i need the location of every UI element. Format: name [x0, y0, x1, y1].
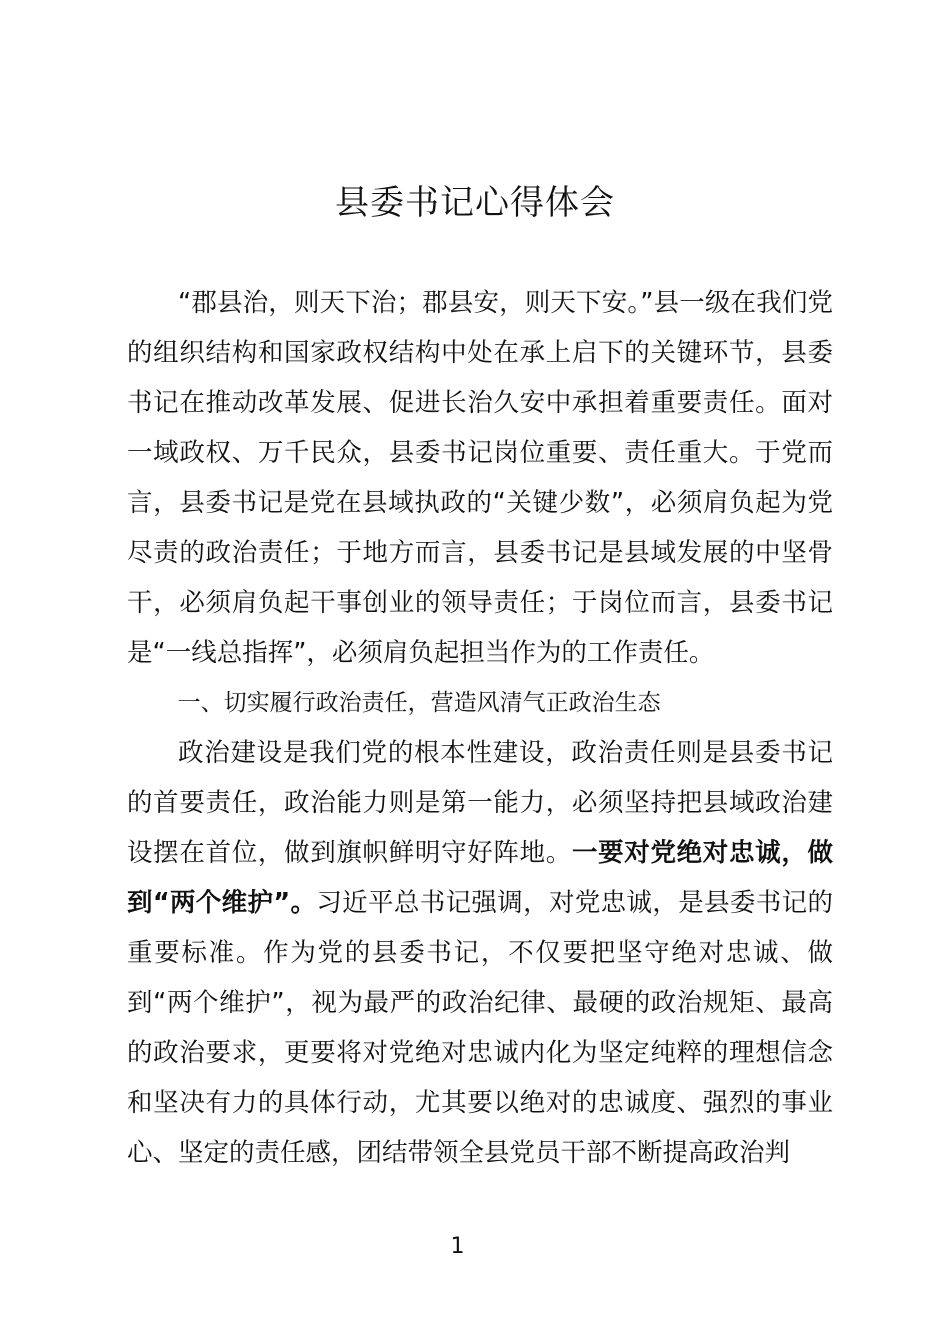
document-title: 县委书记心得体会 [335, 183, 615, 223]
page-number: 1 [450, 1234, 465, 1259]
intro-paragraph: “郡县治，则天下治；郡县安，则天下安。”县一级在我们党的组织结构和国家政权结构中处在承上启下的关键环节，县委书记在推动改革发展、促进长治久安中承担着重要责任。面对一域政权、万千民众，县委书记岗位重要、责任重大。于党而言，县委书记是党在县域执政的“关键少数”，必须肩负起为党尽责的政治责任；于地方而言，县委书记是县域发展的中坚骨干，必须肩负起干事创业的领导责任；于岗位而言，县委书记是“一线总指挥”，必须肩负起担当作为的工作责任。 [127, 288, 833, 668]
section-paragraph-intro: 政治建设是我们党的根本性建设，政治责任则是县委书记的首要责任，政治能力则是第一能力，必须坚持把县域政治建设摆在首位，做到旗帜鲜明守好阵地。 [127, 738, 833, 868]
section-paragraph-bold: 一要对党绝对忠诚，做到“两个维护”。 [127, 838, 833, 918]
document-body [127, 278, 833, 1178]
section-paragraph-rest: 习近平总书记强调，对党忠诚，是县委书记的重要标准。作为党的县委书记，不仅要把坚守绝对忠诚、做到“两个维护”，视为最严的政治纪律、最硬的政治规矩、最高的政治要求，更要将对党绝对忠诚内化为坚定纯粹的理想信念和坚决有力的具体行动，尤其要以绝对的忠诚度、强烈的事业心、坚定的责任感，团结带领全县党员干部不断提高政治判 [127, 888, 833, 1168]
section-heading: 一、切实履行政治责任，营造风清气正政治生态 [177, 690, 661, 716]
section-paragraph [127, 728, 833, 1178]
